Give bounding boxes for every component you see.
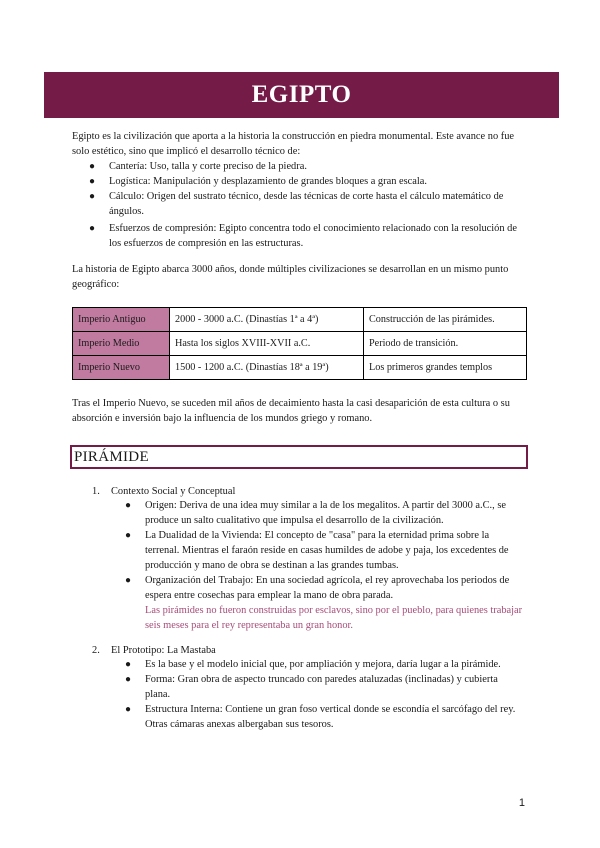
bullet-icon: ● xyxy=(125,575,132,586)
empire-note-cell: Periodo de transición. xyxy=(364,332,527,356)
empire-dates-cell: 2000 - 3000 a.C. (Dinastías 1ª a 4ª) xyxy=(170,308,364,332)
bullet-icon: ● xyxy=(125,674,132,685)
bullet-icon: ● xyxy=(125,659,132,670)
mastaba-bullet-list xyxy=(125,657,525,732)
section-title: PIRÁMIDE xyxy=(74,448,149,465)
empire-name-cell: Imperio Medio xyxy=(73,332,170,356)
bullet-icon: ● xyxy=(89,161,96,172)
highlight-note: Las pirámides no fueron construidas por esclavos, sino por el pueblo, para quienes trabajar seis meses para el rey representaba un gran honor. xyxy=(145,605,523,631)
intro-paragraph: Egipto es la civilización que aporta a la historia la construcción en piedra monumental. Este avance no fue solo estético, sino que implicó el desarrollo técnico de: xyxy=(72,131,515,157)
context-bullet-list xyxy=(125,498,525,633)
bullet-icon: ● xyxy=(125,530,132,541)
list-item: ● Estructura Interna: Contiene un gran foso vertical donde se escondía el sarcófago del rey. Otras cámaras anexas albergaban sus tesoros. xyxy=(125,704,516,730)
title-banner xyxy=(44,72,559,118)
empire-name-cell: Imperio Nuevo xyxy=(73,356,170,380)
list-item: ● La Dualidad de la Vivienda: El concepto de "casa" para la eternidad prima sobre la terrenal. Mientras el faraón reside en casas humildes de adobe y paja, los excedentes de producción y mano de obra se destinan a las grandes tumbas. xyxy=(125,530,509,571)
empire-note-cell: Construcción de las pirámides. xyxy=(364,308,527,332)
empire-dates-cell: 1500 - 1200 a.C. (Dinastías 18ª a 19ª) xyxy=(170,356,364,380)
list-heading: El Prototipo: La Mastaba xyxy=(111,645,216,656)
list-item: ● Forma: Gran obra de aspecto truncado con paredes ataluzadas (inclinadas) y cubierta plana. xyxy=(125,674,498,700)
page-title: EGIPTO xyxy=(251,81,352,108)
section-heading-box xyxy=(70,445,528,469)
list-item: ● Cantería: Uso, talla y corte preciso de la piedra. xyxy=(89,161,307,172)
history-paragraph: La historia de Egipto abarca 3000 años, donde múltiples civilizaciones se desarrollan en un mismo punto geográfico: xyxy=(72,264,509,290)
list-number: 1. xyxy=(92,486,100,497)
empire-note-cell: Los primeros grandes templos xyxy=(364,356,527,380)
empire-name-cell: Imperio Antiguo xyxy=(73,308,170,332)
empires-table xyxy=(72,307,527,380)
intro-bullet-list xyxy=(89,159,527,251)
list-number: 2. xyxy=(92,645,100,656)
bullet-icon: ● xyxy=(89,223,96,234)
empire-dates-cell: Hasta los siglos XVIII-XVII a.C. xyxy=(170,332,364,356)
table-row xyxy=(73,356,527,380)
table-row xyxy=(73,332,527,356)
bullet-icon: ● xyxy=(89,176,96,187)
bullet-icon: ● xyxy=(89,191,96,202)
list-item: ● Logística: Manipulación y desplazamiento de grandes bloques a gran escala. xyxy=(89,176,427,187)
page-number: 1 xyxy=(518,797,525,809)
list-item: ● Es la base y el modelo inicial que, por ampliación y mejora, daría lugar a la pirámide. xyxy=(125,659,501,670)
bullet-icon: ● xyxy=(125,704,132,715)
list-item: ● Origen: Deriva de una idea muy similar a la de los megalitos. A partir del 3000 a.C., se produce un salto cualitativo que impulsa el desarrollo de la civilización. xyxy=(125,500,506,526)
list-heading: Contexto Social y Conceptual xyxy=(111,486,236,497)
list-item: ● Esfuerzos de compresión: Egipto concentra todo el conocimiento relacionado con la resolución de los esfuerzos de compresión en las estructuras. xyxy=(89,223,517,249)
bullet-icon: ● xyxy=(125,500,132,511)
list-item: ● Cálculo: Origen del sustrato técnico, desde las técnicas de corte hasta el cálculo matemático de ángulos. xyxy=(89,191,504,217)
after-table-paragraph: Tras el Imperio Nuevo, se suceden mil años de decaimiento hasta la casi desaparición de esta cultura o su absorción e inversión bajo la influencia de los mundos griego y romano. xyxy=(72,398,510,424)
table-row xyxy=(73,308,527,332)
list-item: ● Organización del Trabajo: En una sociedad agrícola, el rey aprovechaba los periodos de espera entre cosechas para emplear la mano de obra parada. xyxy=(125,575,510,601)
